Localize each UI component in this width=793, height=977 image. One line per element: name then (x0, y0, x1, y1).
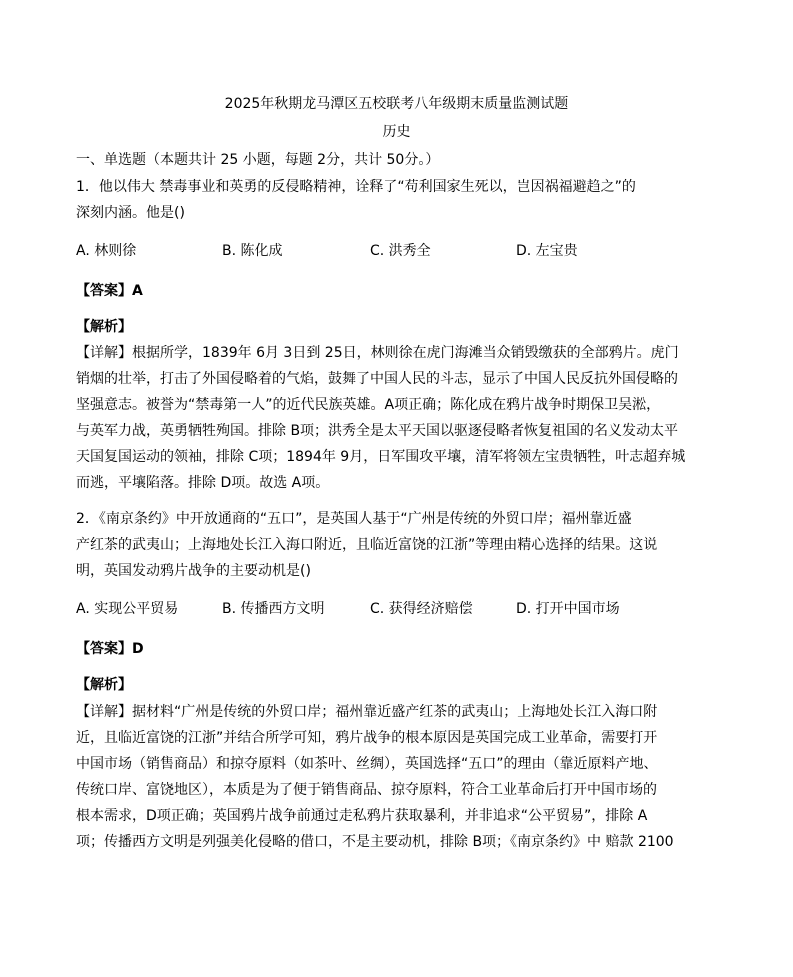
q1-option-c: C. 洪秀全 (370, 243, 431, 259)
q2-stem-line: 2．《南京条约》中开放通商的“五口”，是英国人基于“广州是传统的外贸口岸；福州靠近盛 (76, 511, 632, 527)
q1-analysis-label: 【解析】 (76, 319, 132, 335)
q1-detail-line: 【详解】根据所学，1839年 6月 3日到 25日，林则徐在虎门海滩当众销毁缴获的全部鸦片。虎门 (76, 345, 679, 361)
q2-detail-line: 中国市场（销售商品）和掠夺原料（如茶叶、丝绸），英国选择“五口”的理由（靠近原料产地、 (76, 756, 658, 772)
q2-detail-line: 传统口岸、富饶地区），本质是为了便于销售商品、掠夺原料，符合工业革命后打开中国市场的 (76, 782, 657, 798)
q2-detail-line: 项；传播西方文明是列强美化侵略的借口，不是主要动机，排除 B项；《南京条约》中 赔款 2100 (76, 834, 674, 850)
q2-detail-line: 【详解】据材料“广州是传统的外贸口岸；福州靠近盛产红茶的武夷山；上海地处长江入海口附 (76, 704, 658, 720)
q2-option-d: D. 打开中国市场 (516, 601, 620, 617)
q1-option-b: B. 陈化成 (222, 243, 283, 259)
q1-detail-line: 而逃，平壤陷落。排除 D项。故选 A项。 (76, 475, 330, 491)
q2-stem-line: 明，英国发动鸦片战争的主要动机是() (76, 563, 311, 579)
subject-title: 历史 (382, 124, 411, 140)
q2-option-b: B. 传播西方文明 (222, 601, 325, 617)
q1-option-d: D. 左宝贵 (516, 243, 578, 259)
q2-answer: 【答案】D (76, 641, 144, 657)
q1-stem-line: 1．他以伟大 禁毒事业和英勇的反侵略精神，诠释了“苟利国家生死以，岂因祸福避趋之”的 (76, 179, 636, 195)
q1-detail-line: 天国复国运动的领袖，排除 C项；1894年 9月，日军围攻平壤，清军将领左宝贵牺牲，叶志超弃城 (76, 449, 686, 465)
q2-stem-line: 产红茶的武夷山；上海地处长江入海口附近，且临近富饶的江浙”等理由精心选择的结果。这说 (76, 537, 658, 553)
q1-stem-line: 深刻内涵。他是() (76, 205, 185, 221)
q2-analysis-label: 【解析】 (76, 677, 132, 693)
q2-detail-line: 根本需求，D项正确；英国鸦片战争前通过走私鸦片获取暴利，并非追求“公平贸易”，排除 A (76, 808, 648, 824)
section-heading: 一、单选题（本题共计 25 小题，每题 2分，共计 50分。） (76, 152, 440, 168)
q2-option-c: C. 获得经济赔偿 (370, 601, 473, 617)
q1-option-a: A. 林则徐 (76, 243, 137, 259)
q2-detail-line: 近，且临近富饶的江浙”并结合所学可知，鸦片战争的根本原因是英国完成工业革命，需要打开 (76, 730, 658, 746)
q1-detail-line: 与英军力战，英勇牺牲殉国。排除 B项；洪秀全是太平天国以驱逐侵略者恢复祖国的名义发动太平 (76, 423, 679, 439)
q1-detail-line: 坚强意志。被誉为“禁毒第一人”的近代民族英雄。A项正确；陈化成在鸦片战争时期保卫吴淞， (76, 397, 661, 413)
q1-detail-line: 销烟的壮举，打击了外国侵略着的气焰，鼓舞了中国人民的斗志，显示了中国人民反抗外国侵略的 (76, 371, 678, 387)
exam-title: 2025年秋期龙马潭区五校联考八年级期末质量监测试题 (224, 96, 569, 112)
q2-option-a: A. 实现公平贸易 (76, 601, 179, 617)
q1-answer: 【答案】A (76, 283, 143, 299)
